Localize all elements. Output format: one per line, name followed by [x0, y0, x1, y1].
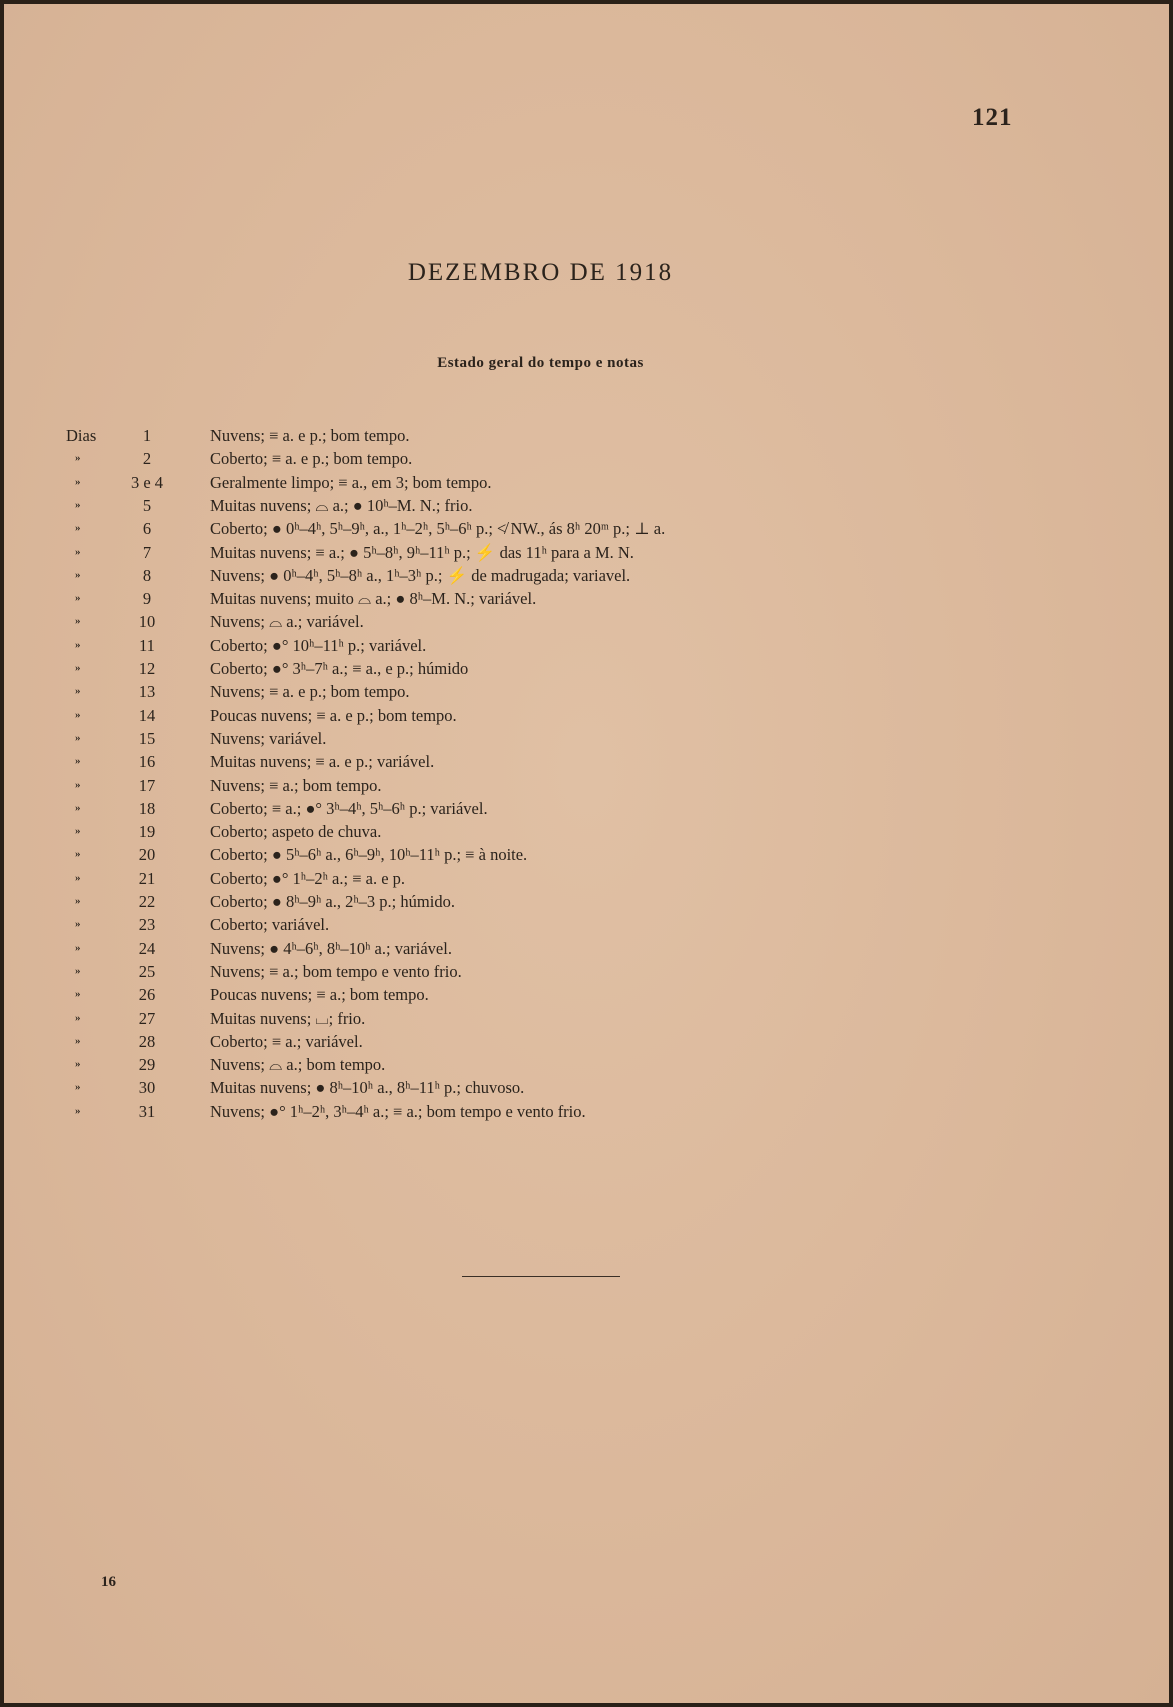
- table-row: [4, 1007, 1169, 1030]
- table-row: [4, 424, 1169, 447]
- weather-note: Nuvens; ● 0ʰ–4ʰ, 5ʰ–8ʰ a., 1ʰ–3ʰ p.; ⚡ de madrugada; variavel.: [210, 565, 631, 585]
- day-number: 11: [139, 635, 155, 655]
- table-row: [4, 471, 1169, 494]
- table-row: [4, 1076, 1169, 1099]
- day-number: 6: [142, 519, 152, 539]
- ditto-mark: »: [75, 731, 81, 744]
- ditto-mark: »: [75, 615, 81, 628]
- table-row: [4, 774, 1169, 797]
- ditto-mark: »: [75, 452, 81, 465]
- weather-note: Muitas nuvens; muito ⌓ a.; ● 8ʰ–M. N.; variável.: [210, 589, 537, 609]
- ditto-mark: »: [75, 778, 81, 791]
- weather-note: Coberto; variável.: [210, 915, 330, 935]
- ditto-mark: »: [75, 592, 81, 605]
- day-number: 29: [138, 1055, 156, 1075]
- weather-note: Nuvens; ⌓ a.; bom tempo.: [210, 1055, 386, 1075]
- ditto-mark: »: [75, 941, 81, 954]
- weather-note: Geralmente limpo; ≡ a., em 3; bom tempo.: [210, 472, 492, 492]
- weather-note: Coberto; ● 5ʰ–6ʰ a., 6ʰ–9ʰ, 10ʰ–11ʰ p.; ≡ à noite.: [210, 845, 528, 865]
- table-row: [4, 960, 1169, 983]
- weather-note: Coberto; ●° 3ʰ–7ʰ a.; ≡ a., e p.; húmido: [210, 659, 469, 678]
- table-row: [4, 494, 1169, 517]
- day-number: 19: [138, 822, 156, 842]
- sheet-number: 16: [101, 1574, 116, 1590]
- ditto-mark: »: [75, 848, 81, 861]
- table-row: [4, 447, 1169, 470]
- table-row: [4, 1030, 1169, 1053]
- weather-note: Nuvens; ⌓ a.; variável.: [210, 612, 364, 632]
- day-number: 10: [138, 612, 156, 632]
- day-number: 21: [138, 868, 156, 888]
- weather-note: Nuvens; variável.: [210, 728, 327, 748]
- day-number: 1: [142, 426, 152, 445]
- weather-note: Coberto; ≡ a.; variável.: [210, 1031, 363, 1051]
- table-row: [4, 937, 1169, 960]
- ditto-mark: »: [75, 638, 81, 651]
- ditto-mark: »: [75, 755, 81, 768]
- day-number: 17: [138, 775, 156, 795]
- day-number: 20: [138, 845, 156, 865]
- day-number: 8: [142, 565, 152, 585]
- day-number: 18: [138, 798, 156, 818]
- day-number: 23: [138, 915, 156, 935]
- ditto-mark: »: [75, 988, 81, 1001]
- ditto-mark: »: [75, 522, 81, 535]
- day-number: 15: [138, 728, 156, 748]
- day-number: 7: [142, 542, 152, 562]
- days-label: Dias: [66, 426, 97, 445]
- day-number: 30: [138, 1078, 156, 1098]
- day-number: 24: [138, 938, 156, 958]
- table-row: [4, 843, 1169, 866]
- ditto-mark: »: [75, 895, 81, 907]
- weather-note: Poucas nuvens; ≡ a.; bom tempo.: [210, 985, 429, 1005]
- day-number: 22: [138, 892, 156, 911]
- ditto-mark: »: [75, 825, 81, 838]
- weather-note: Coberto; ●° 10ʰ–11ʰ p.; variável.: [210, 635, 427, 655]
- table-row: [4, 587, 1169, 610]
- table-row: [4, 704, 1169, 727]
- ditto-mark: »: [75, 708, 81, 721]
- weather-note: Nuvens; ≡ a. e p.; bom tempo.: [210, 426, 410, 445]
- weather-note: Muitas nuvens; ⌓ a.; ● 10ʰ–M. N.; frio.: [210, 495, 473, 515]
- table-row: [4, 727, 1169, 750]
- page: [4, 4, 1169, 1703]
- ditto-mark: »: [75, 1034, 81, 1047]
- table-row: [4, 797, 1169, 820]
- table-row: [4, 750, 1169, 773]
- ditto-mark: »: [75, 1081, 81, 1094]
- table-row: [4, 541, 1169, 564]
- closing-rule: [462, 1276, 620, 1277]
- ditto-mark: »: [75, 475, 81, 488]
- section-subtitle: Estado geral do tempo e notas: [437, 355, 644, 371]
- ditto-mark: »: [75, 1104, 81, 1117]
- weather-note: Muitas nuvens; ≡ a. e p.; variável.: [210, 752, 435, 772]
- page-title: DEZEMBRO DE 1918: [407, 259, 674, 286]
- table-row: [4, 634, 1169, 657]
- ditto-mark: »: [75, 1011, 81, 1024]
- day-number: 2: [142, 449, 152, 469]
- ditto-mark: »: [75, 545, 81, 558]
- weather-note: Nuvens; ≡ a. e p.; bom tempo.: [210, 682, 410, 702]
- day-number: 31: [138, 1101, 156, 1121]
- day-number: 3 e 4: [130, 472, 164, 492]
- weather-note: Coberto; ≡ a.; ●° 3ʰ–4ʰ, 5ʰ–6ʰ p.; variável.: [210, 798, 488, 818]
- weather-note: Nuvens; ●° 1ʰ–2ʰ, 3ʰ–4ʰ a.; ≡ a.; bom tempo e vento frio.: [210, 1101, 586, 1121]
- day-number: 28: [138, 1031, 156, 1051]
- table-row: [4, 1100, 1169, 1123]
- ditto-mark: »: [75, 964, 81, 977]
- ditto-mark: »: [75, 498, 81, 511]
- ditto-mark: »: [75, 662, 81, 674]
- weather-note: Coberto; ● 0ʰ–4ʰ, 5ʰ–9ʰ, a., 1ʰ–2ʰ, 5ʰ–6ʰ p.; ≮ NW., ás 8ʰ 20ᵐ p.; ⊥ a.: [210, 519, 666, 539]
- weather-note: Coberto; ≡ a. e p.; bom tempo.: [210, 449, 413, 469]
- table-row: [4, 517, 1169, 540]
- table-row: [4, 867, 1169, 890]
- table-row: [4, 610, 1169, 633]
- day-number: 27: [138, 1008, 156, 1028]
- weather-note: Coberto; ● 8ʰ–9ʰ a., 2ʰ–3 p.; húmido.: [210, 892, 455, 911]
- weather-note: Coberto; aspeto de chuva.: [210, 822, 382, 842]
- page-number: 121: [972, 104, 1013, 131]
- weather-note: Coberto; ●° 1ʰ–2ʰ a.; ≡ a. e p.: [210, 868, 406, 888]
- ditto-mark: »: [75, 801, 81, 814]
- day-number: 13: [138, 682, 156, 702]
- table-row: [4, 680, 1169, 703]
- table-row: [4, 564, 1169, 587]
- day-number: 25: [138, 961, 156, 981]
- day-number: 12: [138, 659, 156, 678]
- ditto-mark: »: [75, 918, 81, 931]
- ditto-mark: »: [75, 871, 81, 884]
- weather-note: Poucas nuvens; ≡ a. e p.; bom tempo.: [210, 705, 457, 725]
- weather-note: Muitas nuvens; ● 8ʰ–10ʰ a., 8ʰ–11ʰ p.; chuvoso.: [210, 1078, 525, 1098]
- table-row: [4, 1053, 1169, 1076]
- table-row: [4, 820, 1169, 843]
- weather-note: Muitas nuvens; ≡ a.; ● 5ʰ–8ʰ, 9ʰ–11ʰ p.; ⚡ das 11ʰ para a M. N.: [210, 542, 634, 562]
- day-number: 9: [142, 589, 152, 609]
- ditto-mark: »: [75, 568, 81, 581]
- day-number: 14: [138, 705, 156, 725]
- table-row: [4, 890, 1169, 913]
- ditto-mark: »: [75, 1058, 81, 1071]
- weather-note: Nuvens; ≡ a.; bom tempo e vento frio.: [210, 961, 462, 981]
- table-row: [4, 913, 1169, 936]
- day-number: 16: [138, 752, 156, 772]
- day-number: 5: [142, 495, 152, 515]
- day-number: 26: [138, 985, 156, 1005]
- weather-note: Muitas nuvens; ⌴; frio.: [210, 1008, 366, 1028]
- table-row: [4, 657, 1169, 680]
- table-row: [4, 983, 1169, 1006]
- weather-note: Nuvens; ≡ a.; bom tempo.: [210, 775, 382, 795]
- ditto-mark: »: [75, 685, 81, 698]
- weather-note: Nuvens; ● 4ʰ–6ʰ, 8ʰ–10ʰ a.; variável.: [210, 938, 452, 958]
